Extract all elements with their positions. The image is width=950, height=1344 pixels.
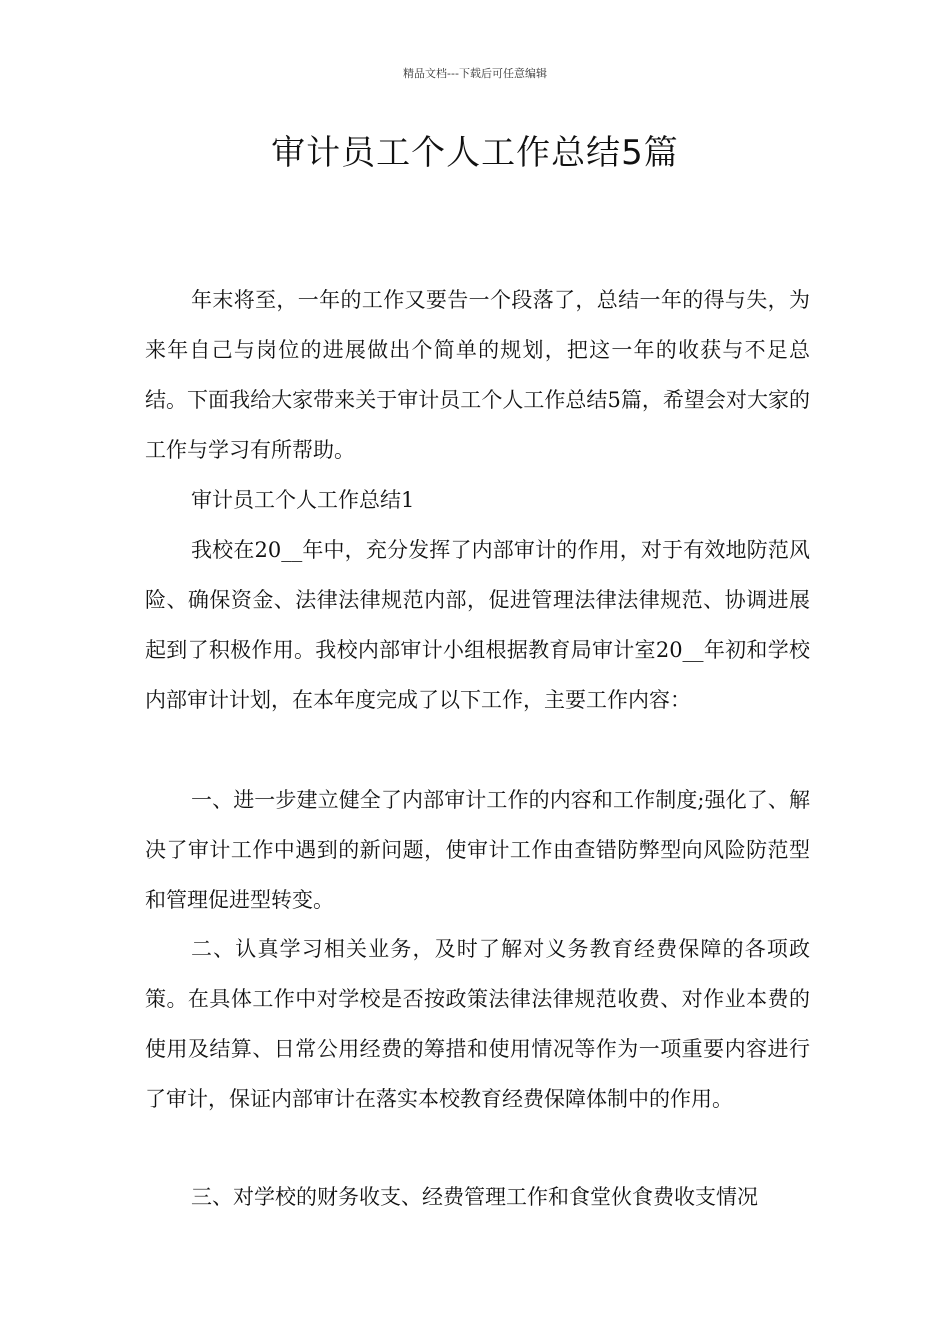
document-title: 审计员工个人工作总结5篇 bbox=[271, 133, 679, 173]
paragraph-2: 一、进一步建立健全了内部审计工作的内容和工作制度;强化了、解决了审计工作中遇到的新问题，使审计工作由查错防弊型向风险防范型和管理促进型转变。 bbox=[145, 788, 810, 912]
paragraph-3: 二、认真学习相关业务，及时了解对义务教育经费保障的各项政策。在具体工作中对学校是否按政策法律法律规范收费、对作业本费的使用及结算、日常公用经费的筹措和使用情况等作为一项重要内容进行了审计，保证内部审计在落实本校教育经费保障体制中的作用。 bbox=[145, 937, 810, 1111]
header-note: 精品文档---下载后可任意编辑 bbox=[403, 67, 547, 80]
section-heading: 审计员工个人工作总结1 bbox=[191, 488, 415, 512]
intro-paragraph: 年末将至，一年的工作又要告一个段落了，总结一年的得与失，为来年自己与岗位的进展做出个简单的规划，把这一年的收获与不足总结。下面我给大家带来关于审计员工个人工作总结5篇，希望会对大家的工作与学习有所帮助。 bbox=[145, 288, 810, 462]
paragraph-4: 三、对学校的财务收支、经费管理工作和食堂伙食费收支情况 bbox=[191, 1185, 758, 1209]
paragraph-1: 我校在20__年中，充分发挥了内部审计的作用，对于有效地防范风险、确保资金、法律法律规范内部，促进管理法律法律规范、协调进展起到了积极作用。我校内部审计小组根据教育局审计室20__年初和学校内部审计计划，在本年度完成了以下工作，主要工作内容： bbox=[145, 538, 810, 712]
